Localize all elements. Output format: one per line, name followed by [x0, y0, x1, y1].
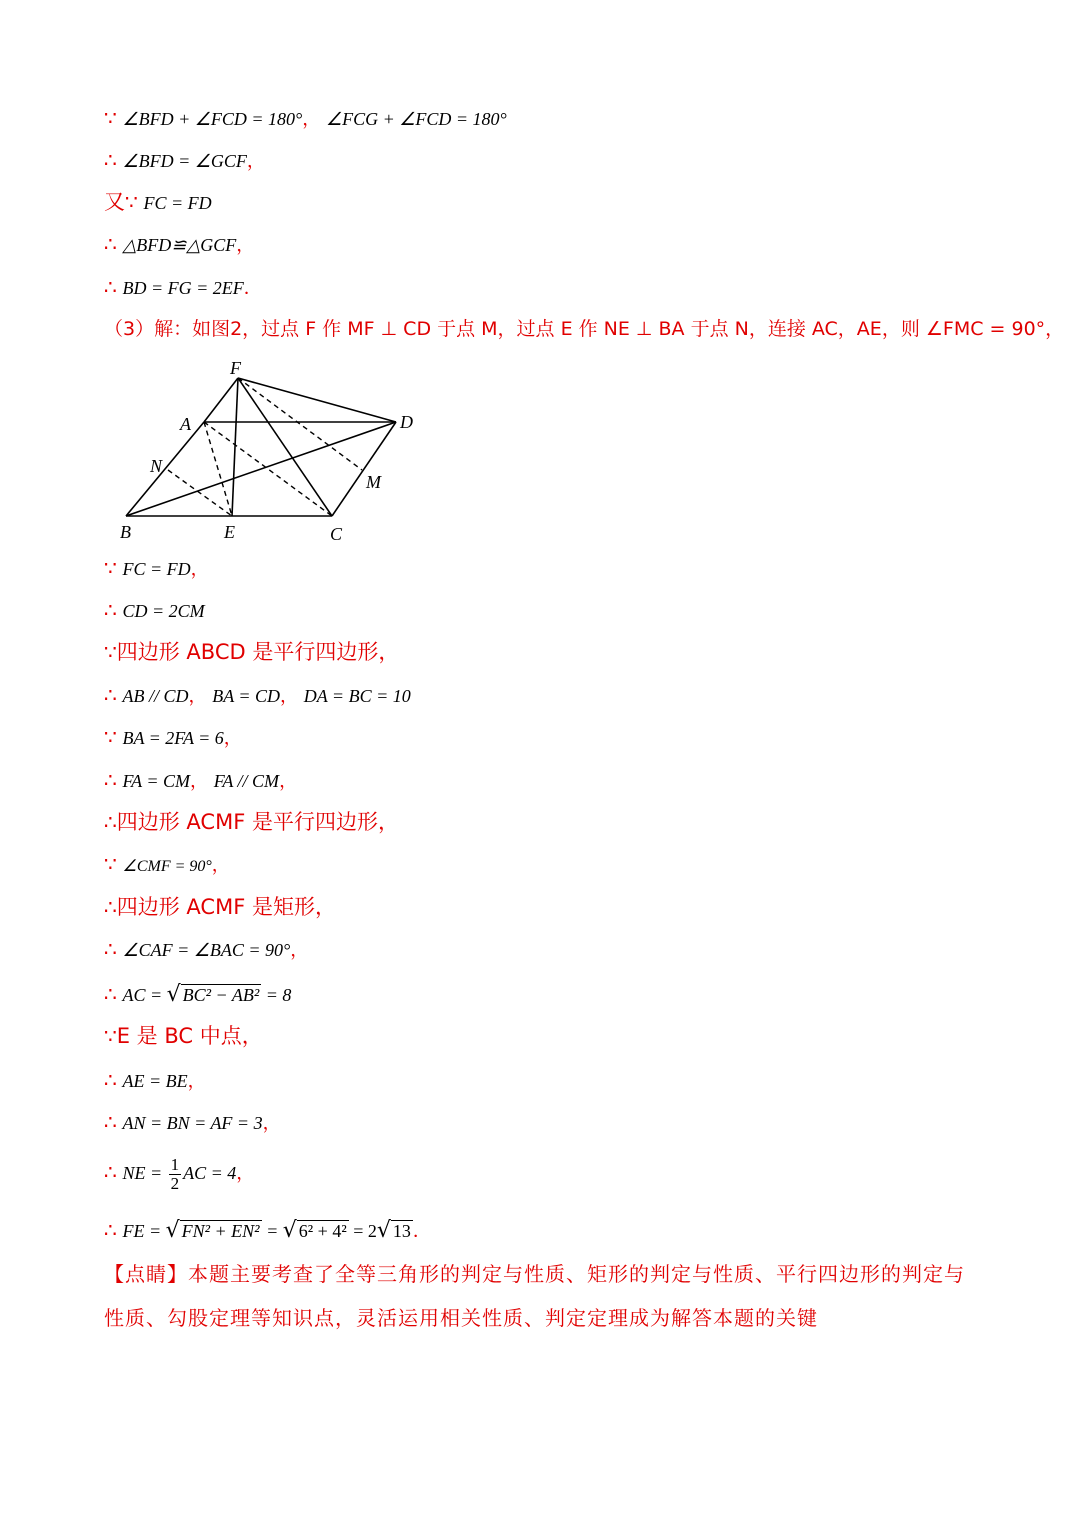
- proof-line: [104, 895, 336, 921]
- therefore-symbol: ∴: [104, 1218, 117, 1242]
- label-f: F: [230, 358, 241, 378]
- label-m: M: [366, 472, 381, 492]
- label-e: E: [224, 522, 235, 542]
- label-n: N: [150, 456, 163, 476]
- proof-line: ∴ AB // CD， BA = CD， DA = BC = 10: [104, 683, 411, 707]
- therefore-symbol: ∴: [104, 1160, 117, 1184]
- proof-line: ∴ AE = BE，: [104, 1068, 206, 1092]
- therefore-symbol: ∴: [104, 683, 117, 707]
- fraction-numerator: 1: [170, 1154, 180, 1174]
- equation-rhs: AC = 4: [183, 1163, 237, 1183]
- equation: △BFD≌△GCF: [122, 235, 237, 255]
- therefore-symbol: ∴: [104, 1110, 117, 1134]
- equation: ∠BFD + ∠FCD = 180°: [122, 109, 303, 129]
- proof-line: [104, 598, 205, 624]
- radicand: BC² − AB²: [182, 985, 260, 1005]
- segment-bd: [126, 422, 396, 516]
- equation: FC = FD: [122, 559, 191, 579]
- proof-line: ∴ ∠CAF = ∠BAC = 90°，: [104, 937, 309, 961]
- key-point-note: 【点睛】本题主要考查了全等三角形的判定与性质、矩形的判定与性质、平行四边形的判定与性质、勾股定理等知识点，灵活运用相关性质、判定定理成为解答本题的关键: [104, 1262, 965, 1330]
- therefore-symbol: ∴: [104, 1068, 117, 1092]
- equation: AE = BE: [122, 1071, 188, 1091]
- proof-line: [104, 190, 212, 216]
- fraction-one-half: [169, 1156, 182, 1193]
- equation: FA = CM: [122, 771, 190, 791]
- label-b: B: [120, 522, 131, 542]
- label-d: D: [400, 412, 413, 432]
- statement-text: E 是 BC 中点，: [116, 1024, 263, 1048]
- because-symbol: ∵: [104, 640, 117, 664]
- prefix-text: 又: [104, 190, 125, 214]
- segment-cd: [332, 422, 396, 516]
- equation: CD = 2CM: [122, 601, 205, 621]
- equation: BA = CD: [212, 686, 281, 706]
- equation-rhs: = 8: [261, 985, 292, 1005]
- statement-text: 四边形 ACMF 是矩形，: [116, 895, 336, 919]
- therefore-symbol: ∴: [104, 982, 117, 1006]
- proof-line: ∵ ∠CMF = 90°，: [104, 852, 230, 876]
- because-symbol: ∵: [104, 852, 117, 876]
- proof-line: ∴ FA = CM， FA // CM，: [104, 768, 298, 792]
- proof-line: ∴ FE = √ FN² + EN² = √ 6² + 4² = 2√ 13 ．: [104, 1218, 431, 1243]
- proof-line: ∴ AN = BN = AF = 3，: [104, 1110, 281, 1134]
- solution-heading: [104, 317, 1064, 342]
- segment-fa: [204, 378, 238, 422]
- equation: DA = BC = 10: [303, 686, 411, 706]
- label-a: A: [180, 414, 191, 434]
- equation: AB // CD: [122, 686, 189, 706]
- equation-mid: =: [261, 1221, 283, 1241]
- therefore-symbol: ∴: [104, 275, 117, 299]
- because-symbol: ∵: [125, 190, 138, 214]
- segment-ne-dashed: [168, 470, 232, 516]
- solution-text: （3）解：如图2，过点 F 作 MF ⊥ CD 于点 M，过点 E 作 NE ⊥ BA 于点 N，连接 AC，AE，则 ∠FMC = 90°，: [104, 318, 1065, 340]
- therefore-symbol: ∴: [104, 768, 117, 792]
- radicand: FN² + EN²: [181, 1221, 260, 1241]
- therefore-symbol: ∴: [104, 810, 117, 834]
- proof-line: ∴ ∠BFD = ∠GCF，: [104, 148, 265, 172]
- because-symbol: ∵: [104, 556, 117, 580]
- proof-line: ∴ △BFD≌△GCF，: [104, 232, 255, 256]
- equation: FA // CM: [213, 771, 280, 791]
- label-c: C: [330, 524, 343, 544]
- therefore-symbol: ∴: [104, 232, 117, 256]
- equation-lhs: AC =: [122, 985, 167, 1005]
- because-symbol: ∵: [104, 106, 117, 130]
- therefore-symbol: ∴: [104, 895, 117, 919]
- equation-lhs: FE =: [122, 1221, 166, 1241]
- segment-fe: [232, 378, 238, 516]
- therefore-symbol: ∴: [104, 937, 117, 961]
- fraction-denominator: 2: [170, 1173, 180, 1193]
- segment-fc: [238, 378, 332, 516]
- therefore-symbol: ∴: [104, 598, 117, 622]
- segment-ae-dashed: [204, 422, 232, 516]
- equation: BD = FG = 2EF: [122, 278, 244, 298]
- proof-line: ∵ FC = FD，: [104, 556, 209, 580]
- equation: AN = BN = AF = 3: [122, 1113, 263, 1133]
- proof-line: ∴ AC = √ BC² − AB² = 8: [104, 982, 292, 1007]
- proof-line: ∵ BA = 2FA = 6，: [104, 725, 242, 749]
- proof-line: ∴ BD = FG = 2EF．: [104, 275, 262, 299]
- equation: ∠FCG + ∠FCD = 180°: [325, 109, 507, 129]
- proof-line: [104, 810, 399, 836]
- geometry-figure: [110, 352, 430, 552]
- statement-text: 四边形 ACMF 是平行四边形，: [116, 810, 399, 834]
- equation: FC = FD: [143, 193, 212, 213]
- equation: BA = 2FA = 6: [122, 728, 224, 748]
- proof-line: ∴ NE = $\frac{1}{2}$ AC = 4，: [104, 1154, 255, 1193]
- equation-lhs: NE =: [122, 1163, 167, 1183]
- because-symbol: ∵: [104, 1024, 117, 1048]
- proof-line: ∵ ∠BFD + ∠FCD = 180°， ∠FCG + ∠FCD = 180°: [104, 106, 507, 130]
- equation: ∠BFD = ∠GCF: [122, 151, 247, 171]
- proof-line: [104, 1024, 263, 1050]
- radicand: 13: [392, 1221, 411, 1241]
- equation: ∠CMF = 90°: [122, 858, 212, 875]
- segment-ac-dashed: [204, 422, 332, 516]
- equation-rhs: = 2: [348, 1221, 377, 1241]
- statement-text: 四边形 ABCD 是平行四边形，: [116, 640, 400, 664]
- proof-line: [104, 640, 399, 666]
- therefore-symbol: ∴: [104, 148, 117, 172]
- equation: ∠CAF = ∠BAC = 90°: [122, 940, 291, 960]
- because-symbol: ∵: [104, 725, 117, 749]
- segment-fd: [238, 378, 396, 422]
- radicand: 6² + 4²: [298, 1221, 347, 1241]
